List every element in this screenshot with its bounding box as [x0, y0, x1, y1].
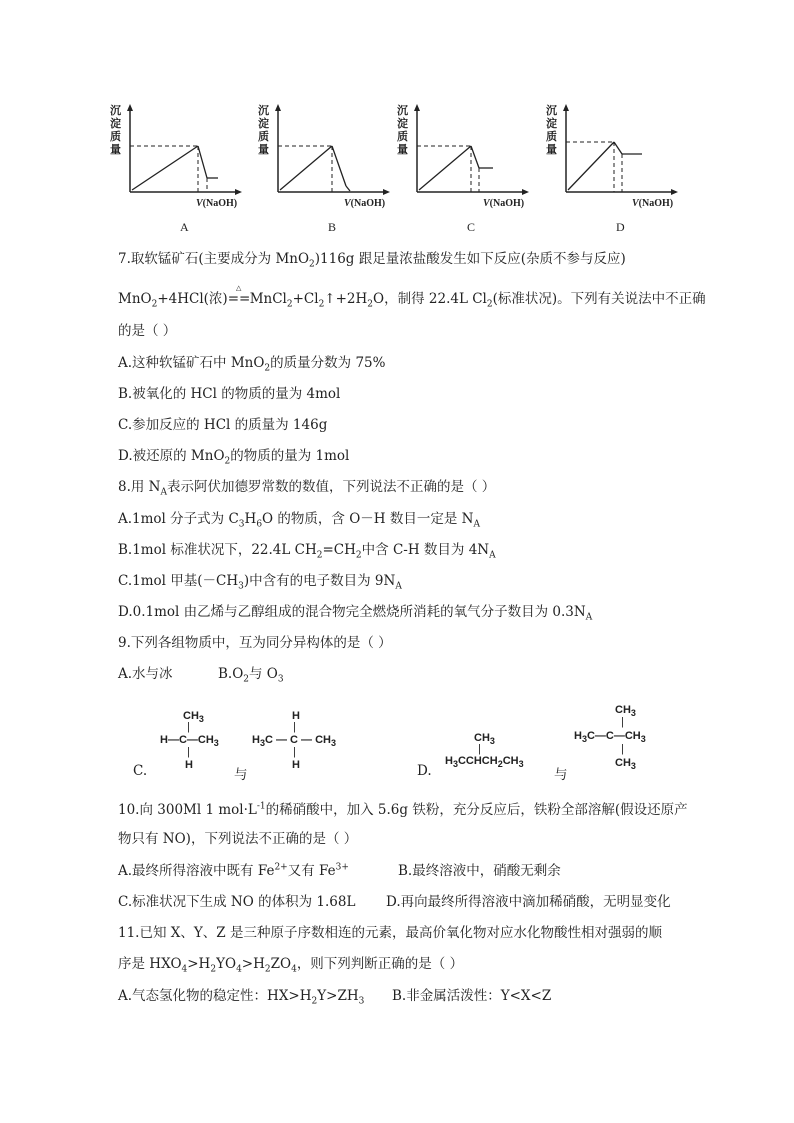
q7-equation: MnO$_2$+4HCl(浓) △ $==MnCl_2+Cl_2↑+2H_2O$，制得 22.4L $Cl_2$(标准状况)。下列有关说法中不正确	[118, 284, 706, 310]
q11-stem-1: 11.已知 X、Y、Z 是三种原子序数相连的元素，最高价氧化物对应水化物酸性相对强弱的顺	[118, 925, 662, 941]
q8-option-a[interactable]: A.1mol 分子式为 $C_3H_6O$ 的物质，含 O－H 数目一定是 $N_A$	[118, 511, 480, 530]
graph-name: C	[467, 220, 476, 234]
graph-xlabel: V(NaOH)	[632, 198, 674, 209]
q9-stem: 9.下列各组物质中，互为同分异构体的是（ ）	[118, 635, 392, 651]
q10-stem-2: 物只有 NO)，下列说法不正确的是（ ）	[118, 831, 358, 847]
q7-option-d[interactable]: D.被还原的 MnO$_2$的物质的量为 1mol	[118, 448, 350, 467]
q10-option-c[interactable]: C.标准状况下生成 NO 的体积为 1.68L	[118, 894, 356, 910]
graph-c-plot	[397, 100, 537, 200]
graph-d	[546, 100, 686, 240]
graph-xlabel: V(NaOH)	[196, 198, 238, 209]
q9-c-structure-1: $CH_3$ | $H—C—CH_3$ | H	[160, 710, 219, 771]
q9-c-with: 与	[234, 767, 248, 783]
q9-option-d-label[interactable]: D.	[417, 763, 432, 779]
q8-stem: 8.用 $N_A$表示阿伏加德罗常数的数值，下列说法不正确的是（ ）	[118, 479, 496, 498]
graph-d-plot	[546, 100, 686, 200]
q8-option-d[interactable]: D.0.1mol 由乙烯与乙醇组成的混合物完全燃烧所消耗的氧气分子数目为 $0.3N_A$	[118, 604, 593, 623]
q8-option-c[interactable]: C.1mol 甲基$(-CH_3)$中含有的电子数目为 $9N_A$	[118, 573, 402, 592]
q9-d-structure-2: $CH_3$ | $H_3C—C—CH_3$ | $CH_3$	[574, 704, 646, 772]
q10-option-d[interactable]: D.再向最终所得溶液中滴加稀硝酸，无明显变化	[386, 894, 671, 910]
graph-b	[258, 100, 398, 240]
q10-option-a[interactable]: A.最终所得溶液中既有 $Fe^{2+}$又有 $Fe^{3+}$	[118, 862, 349, 879]
graph-a-plot	[110, 100, 250, 200]
q11-stem-2: 序是 $HXO_4>H_2YO_4>H_2ZO_4$，则下列判断正确的是（ ）	[118, 956, 464, 975]
q7-stem-line1: 7.取软锰矿石(主要成分为 MnO$_2$)116g 跟足量浓盐酸发生如下反应(杂质不参与反应)	[118, 251, 626, 270]
q8-option-b[interactable]: B.1mol 标准状况下，22.4L $CH_2=CH_2$中含 C-H 数目为 $4N_A$	[118, 542, 496, 561]
q11-option-b[interactable]: B.非金属活泼性：Y<X<Z	[392, 988, 552, 1004]
graph-a	[110, 100, 250, 240]
q7-option-c[interactable]: C.参加反应的 HCl 的质量为 146g	[118, 417, 328, 433]
graph-name: B	[328, 220, 337, 234]
q7-option-b[interactable]: B.被氧化的 HCl 的物质的量为 4mol	[118, 386, 341, 402]
graph-ylabel: 沉 淀 质 量	[110, 104, 121, 156]
graph-c	[397, 100, 537, 240]
graphs-row	[110, 100, 690, 240]
q10-option-b[interactable]: B.最终溶液中，硝酸无剩余	[398, 863, 561, 879]
q10-stem-1: 10.向 300Ml 1 $mol\cdot L^{-1}$的稀硝酸中，加入 5.6g 铁粉，充分反应后，铁粉全部溶解(假设还原产	[118, 801, 688, 818]
graph-name: D	[616, 220, 625, 234]
q9-option-c-label[interactable]: C.	[133, 763, 148, 779]
graph-xlabel: V(NaOH)	[483, 198, 525, 209]
graph-ylabel: 沉 淀 质 量	[546, 104, 557, 156]
graph-name: A	[180, 220, 189, 234]
graph-b-plot	[258, 100, 398, 200]
q11-option-a[interactable]: A.气态氢化物的稳定性：$HX>H_2Y>ZH_3$	[118, 988, 365, 1007]
q9-d-with: 与	[554, 767, 568, 783]
q9-d-structure-1: $CH_3$ | $H_3CCHCH_2CH_3$	[445, 732, 524, 770]
q9-option-a[interactable]: A.水与冰	[118, 666, 173, 682]
heat-equals-sign: △ ==	[227, 284, 251, 307]
graph-ylabel: 沉 淀 质 量	[397, 104, 408, 156]
q9-c-structure-2: H | $H_3C$ — C — $CH_3$ | H	[252, 710, 336, 771]
graph-ylabel: 沉 淀 质 量	[258, 104, 269, 156]
q7-option-a[interactable]: A.这种软锰矿石中 MnO$_2$的质量分数为 75%	[118, 355, 386, 374]
q9-option-b[interactable]: $B.O_2$与 $O_3$	[218, 666, 284, 685]
q7-stem-line3: 的是（ ）	[118, 323, 177, 339]
graph-xlabel: V(NaOH)	[344, 198, 386, 209]
